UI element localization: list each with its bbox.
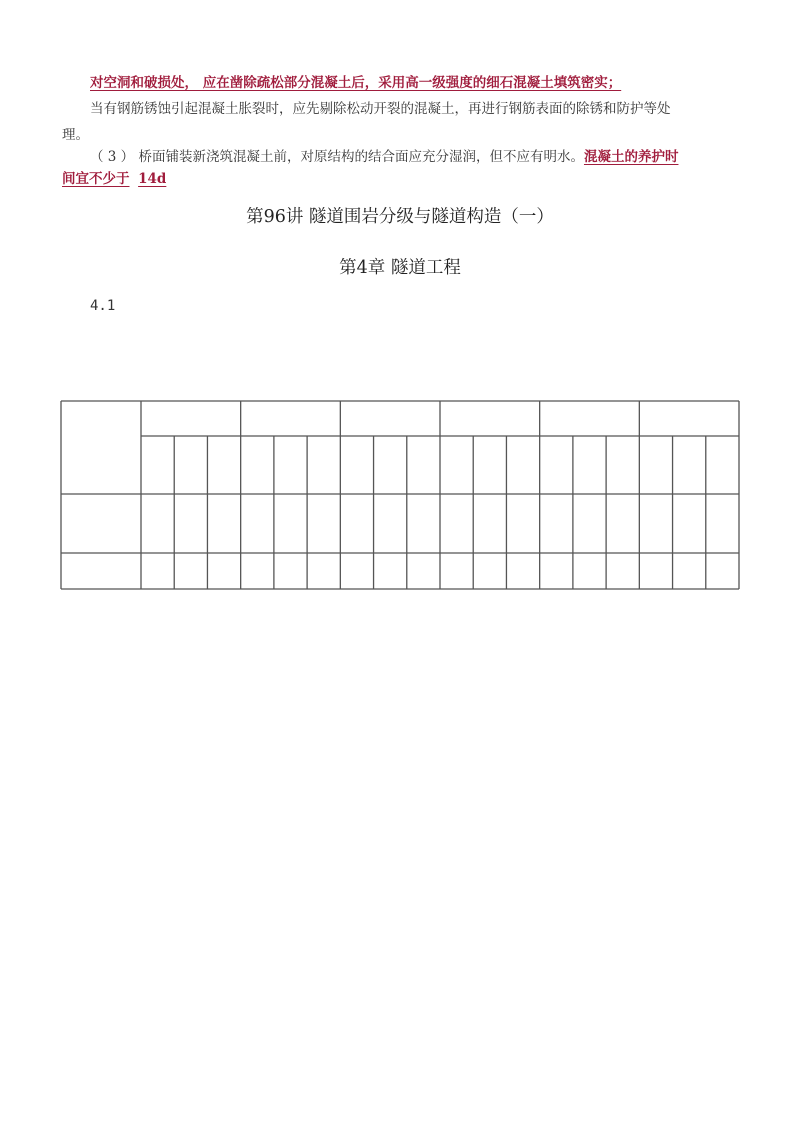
highlighted-text: 对空洞和破损处， 应在凿除疏松部分混凝土后，采用高一级强度的细石混凝土填筑密实； [90, 75, 622, 91]
paragraph-rebar-corrosion-line2: 理。 [62, 127, 89, 143]
highlighted-text: 混凝土的养护时 [583, 149, 679, 165]
empty-classification-table [60, 400, 740, 590]
paragraph-deck-pavement-line1 [90, 148, 678, 166]
paragraph-rebar-corrosion-line1: 当有钢筋锈蚀引起混凝土胀裂时，应先剔除松动开裂的混凝土，再进行钢筋表面的除锈和防护等处 [90, 101, 671, 117]
paragraph-text: （ 3 ） 桥面铺装新浇筑混凝土前，对原结构的结合面应充分湿润，但不应有明水。 [90, 149, 584, 165]
table-grid [60, 400, 740, 590]
highlighted-text: 间宜不少于 [62, 171, 130, 187]
chapter-heading: 第4章 隧道工程 [339, 258, 461, 278]
highlighted-duration: 14d [138, 171, 167, 187]
section-number: 4.1 [90, 298, 116, 314]
paragraph-deck-pavement-line2 [62, 170, 166, 188]
paragraph-repair-voids [90, 74, 621, 92]
lecture-heading: 第96讲 隧道围岩分级与隧道构造（一） [246, 207, 554, 227]
